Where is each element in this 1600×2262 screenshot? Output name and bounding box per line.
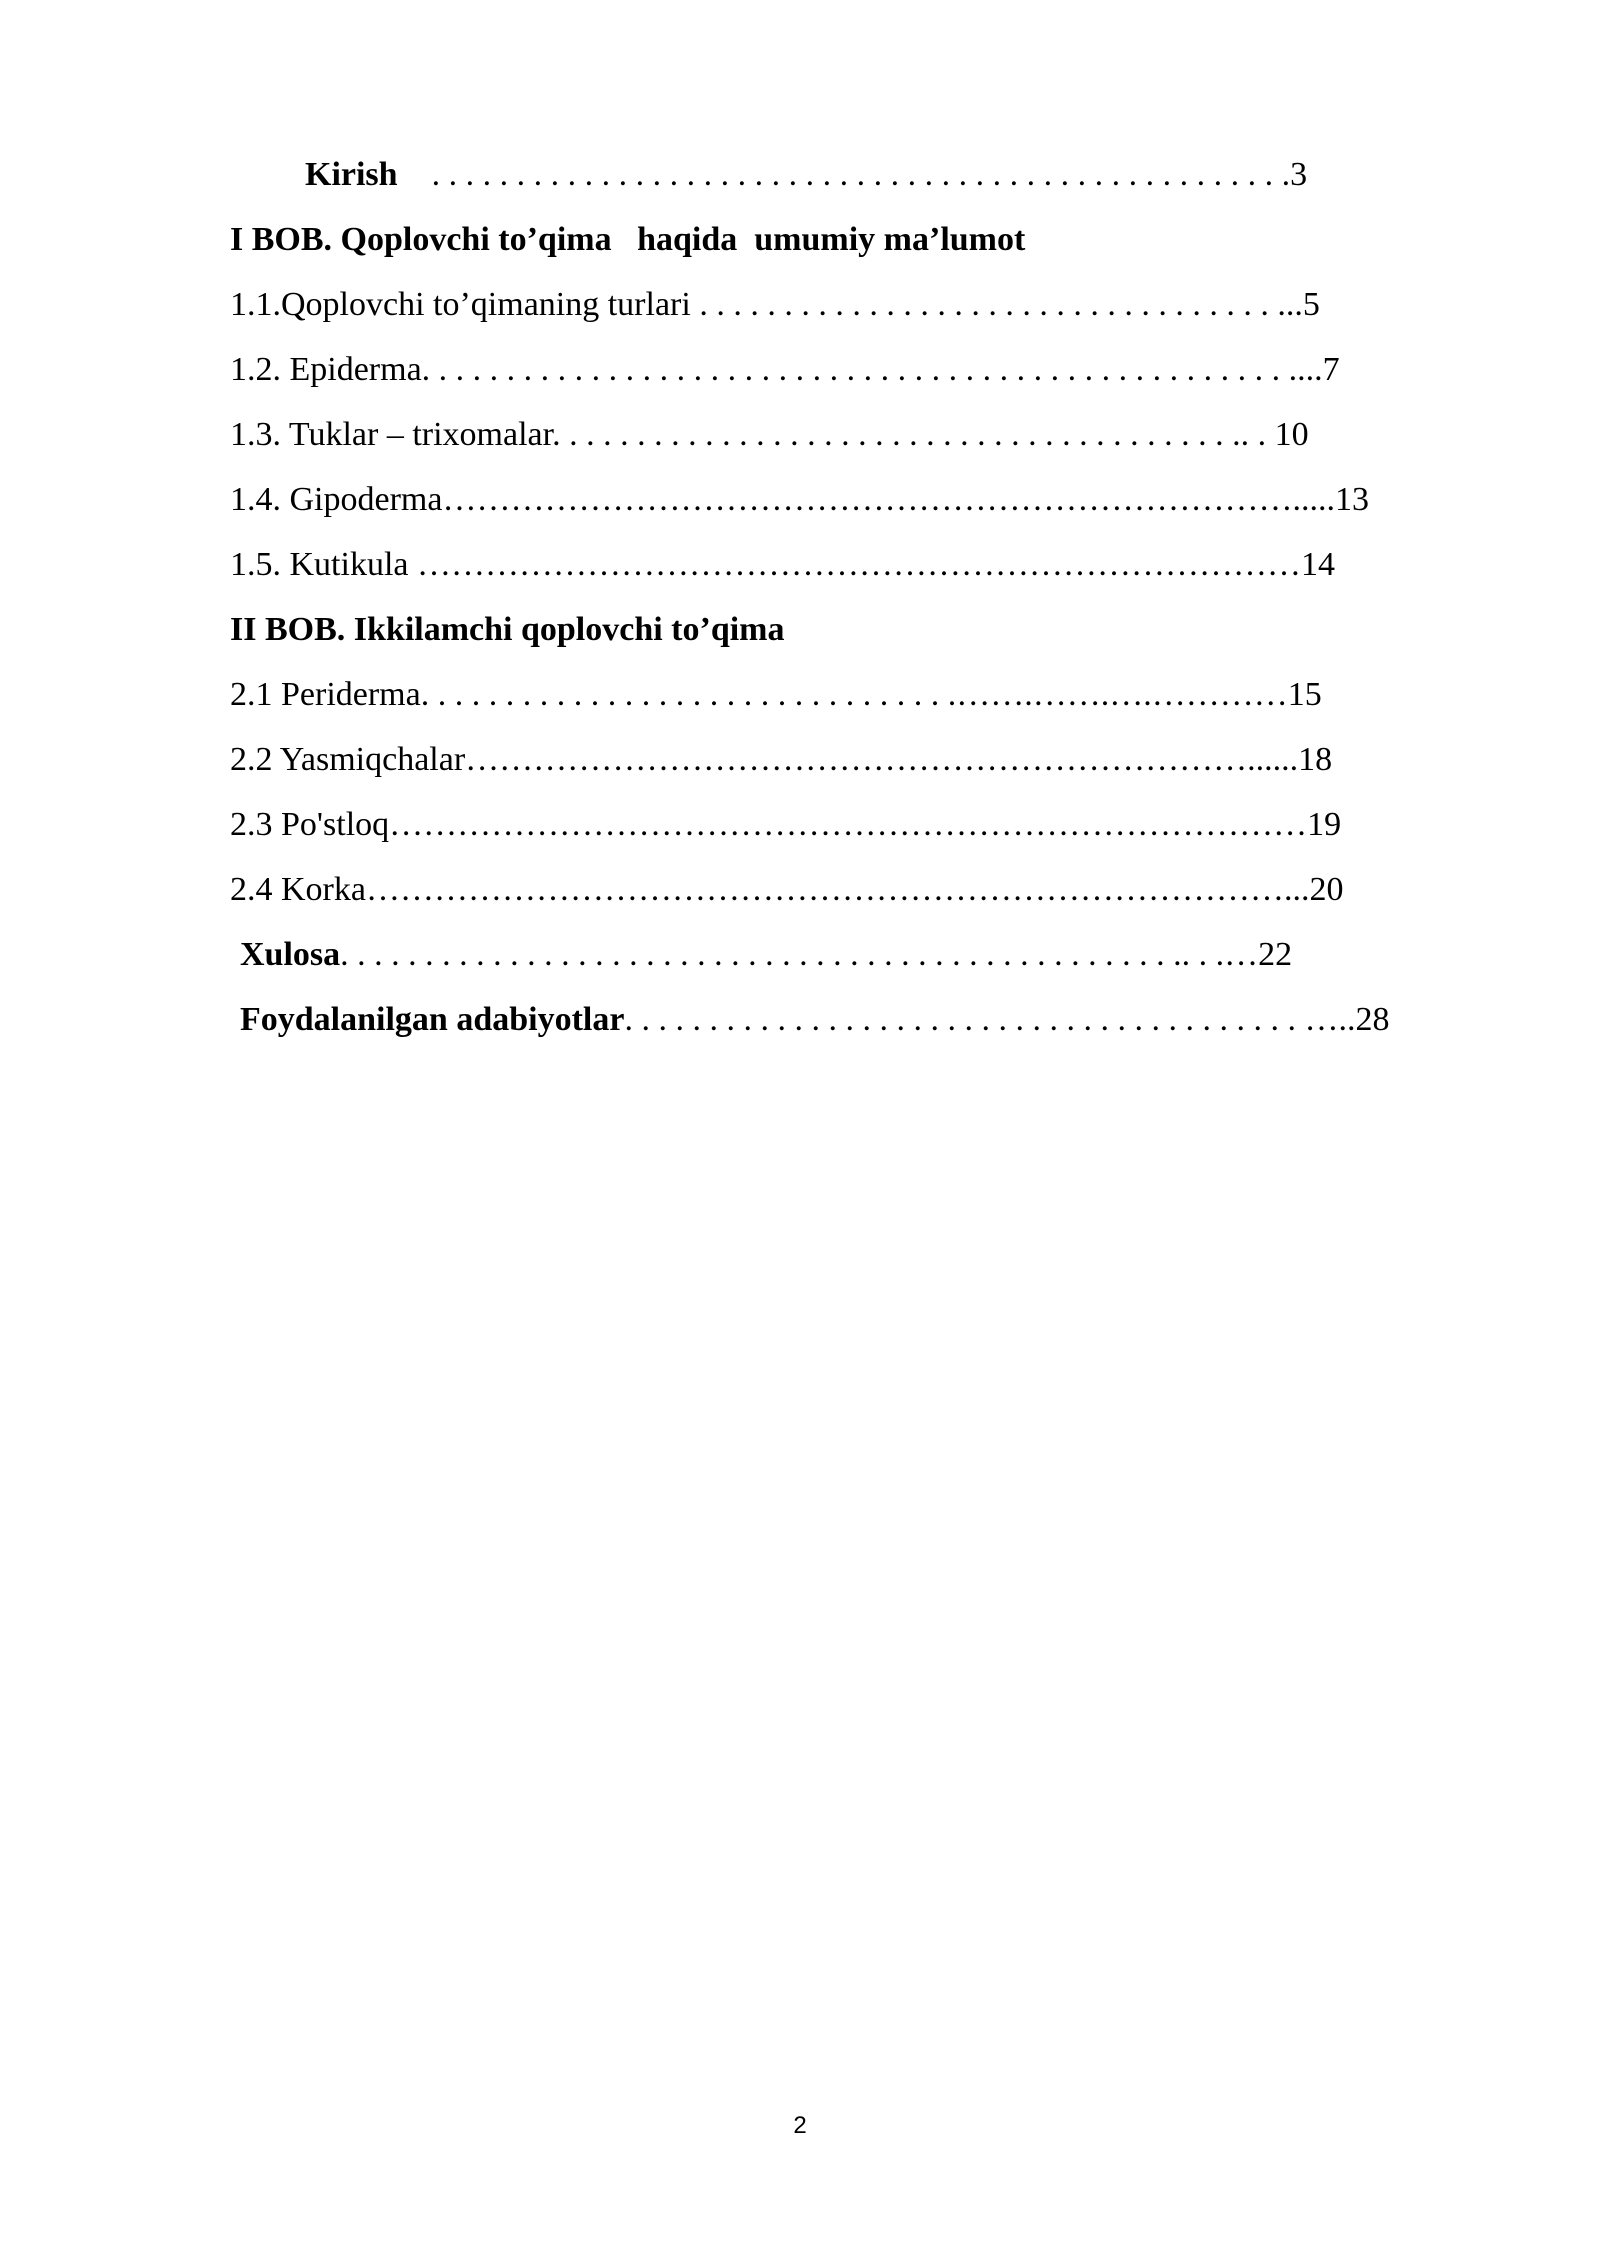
toc-entry-title: 1.1.Qoplovchi to’qimaning turlari	[230, 286, 691, 323]
page-number: 2	[793, 2112, 807, 2139]
toc-entry-2-2[interactable]	[230, 740, 1332, 780]
toc-entry-title: 1.5. Kutikula	[230, 546, 409, 583]
toc-entry-leader: . . . . . . . . . . . . . . . . . . . . . . . . . . . . . . . . . . . . . . . . . . . . . . . . . .. . .…22	[340, 936, 1293, 973]
toc-entry-title: II BOB. Ikkilamchi qoplovchi to’qima	[230, 611, 785, 648]
toc-entry-title: Xulosa	[240, 936, 341, 973]
toc-entry-foydalanilgan-adabiyotlar[interactable]	[240, 1000, 1389, 1040]
toc-entry-title: 1.3. Tuklar – trixomalar	[230, 416, 553, 453]
toc-entry-2-1[interactable]	[230, 675, 1322, 715]
toc-entry-2-4[interactable]	[230, 870, 1343, 910]
toc-entry-leader: ……………………………………………………………......18	[465, 741, 1333, 778]
toc-chapter-2-heading[interactable]	[230, 610, 785, 650]
toc-entry-title: 2.2 Yasmiqchalar	[230, 741, 466, 778]
toc-entry-title: 2.1 Periderma	[230, 676, 421, 713]
table-of-contents	[0, 0, 1600, 1100]
toc-entry-1-3[interactable]	[230, 415, 1309, 455]
toc-entry-leader: . . . . . . . . . . . . . . . . . . . . . . . . . . . . . . . . . . . . . . . . …..28	[624, 1001, 1390, 1038]
toc-entry-leader: . . . . . . . . . . . . . . . . . . . . . . . . . . . . . . . . . . . . . . . . . . . . . . . . . . . ....7	[421, 351, 1340, 388]
toc-entry-title: 1.2. Epiderma	[230, 351, 422, 388]
toc-entry-title: Kirish	[305, 156, 398, 193]
toc-entry-title: 2.4 Korka	[230, 871, 366, 908]
toc-entry-leader: . . . . . . . . . . . . . . . . . . . . . . . . . . . . . . . . . . . . . . . . . . . . . . . . . . .3	[397, 156, 1308, 193]
toc-entry-kirish[interactable]	[305, 155, 1307, 195]
toc-entry-title: Foydalanilgan adabiyotlar	[240, 1001, 625, 1038]
toc-entry-1-4[interactable]	[230, 480, 1369, 520]
toc-entry-leader: ………………………………………………………………………19	[389, 806, 1342, 843]
toc-entry-leader: ………………………………………………………………………...20	[365, 871, 1344, 908]
toc-entry-title: 1.4. Gipoderma	[230, 481, 443, 518]
toc-entry-2-3[interactable]	[230, 805, 1341, 845]
toc-entry-leader: ………………………………………………………………….....13	[442, 481, 1369, 518]
toc-entry-leader: . . . . . . . . . . . . . . . . . . . . . . . . . . . . . . . . . . ...5	[690, 286, 1320, 323]
toc-entry-leader: . . . . . . . . . . . . . . . . . . . . . . . . . . . . . . . .…….…….….…………15	[420, 676, 1322, 713]
toc-entry-leader: ……………………………………………………………………14	[408, 546, 1335, 583]
toc-chapter-1-heading[interactable]	[230, 220, 1025, 260]
toc-entry-leader: . . . . . . . . . . . . . . . . . . . . . . . . . . . . . . . . . . . . . . . . .. . 10	[552, 416, 1309, 453]
toc-entry-1-2[interactable]	[230, 350, 1340, 390]
toc-entry-1-1[interactable]	[230, 285, 1320, 325]
toc-entry-1-5[interactable]	[230, 545, 1335, 585]
toc-entry-title: 2.3 Po'stloq	[230, 806, 390, 843]
toc-entry-title: I BOB. Qoplovchi to’qima haqida umumiy ma’lumot	[230, 221, 1026, 258]
toc-entry-xulosa[interactable]	[240, 935, 1292, 975]
